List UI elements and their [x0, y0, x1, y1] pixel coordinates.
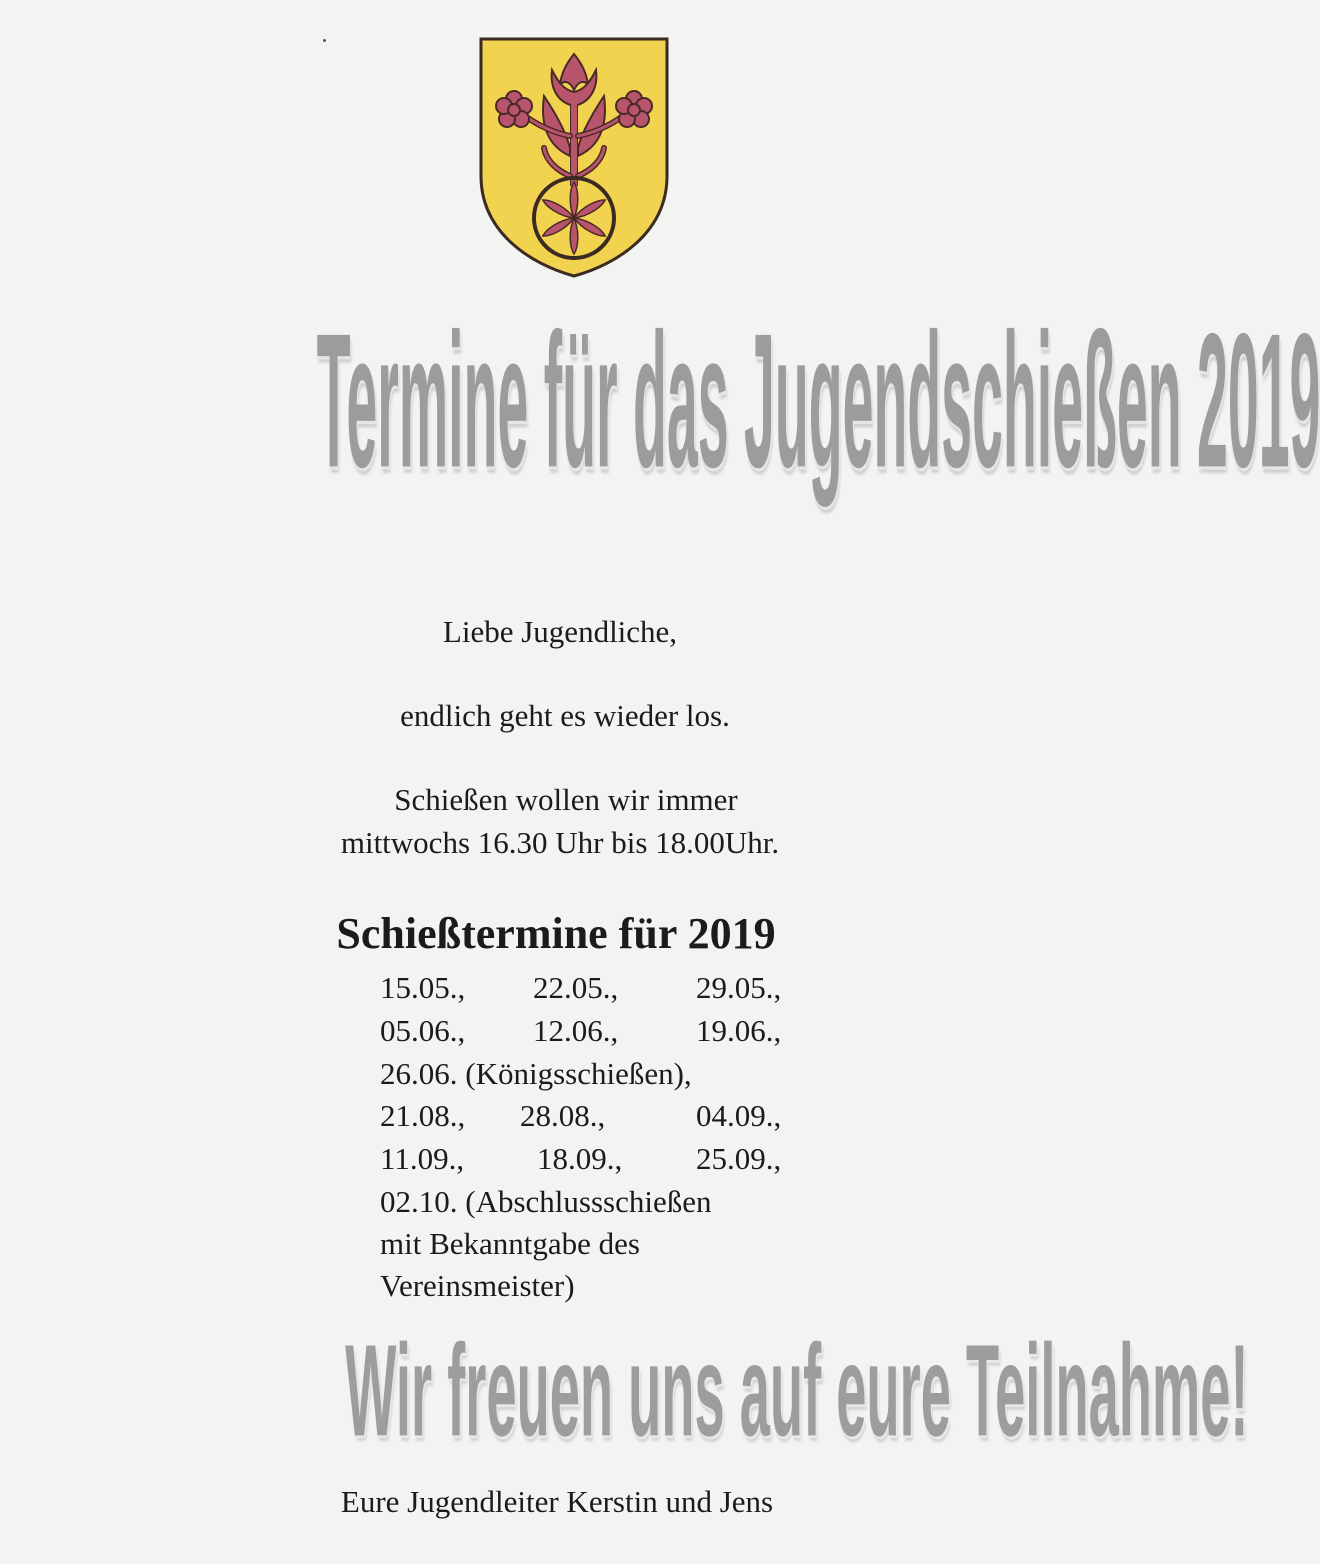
abschluss-line-2: mit Bekanntgabe des [380, 1226, 640, 1261]
greeting-text: Liebe Jugendliche, [442, 614, 678, 649]
date-item: 04.09., [696, 1098, 782, 1133]
date-row [380, 1137, 840, 1180]
date-row [380, 1009, 840, 1052]
info-line-2: mittwochs 16.30 Uhr bis 18.00Uhr. [340, 825, 780, 860]
date-row [380, 1094, 840, 1137]
date-item: 29.05., [696, 970, 782, 1005]
date-item: 11.09., [380, 1141, 465, 1176]
date-item: 25.09., [696, 1141, 782, 1176]
closing-container [0, 1318, 1249, 1480]
abschluss-line-3: Vereinsmeister) [380, 1268, 575, 1303]
date-item: 19.06., [696, 1013, 782, 1048]
date-item: 15.05., [380, 970, 466, 1005]
date-item: 05.06., [380, 1013, 466, 1048]
signature-text: Eure Jugendleiter Kerstin und Jens [340, 1484, 774, 1519]
headline-container [0, 0, 1320, 520]
closing-slogan: Wir freuen uns auf eure Teilnahme! [345, 1318, 1249, 1464]
date-item: 28.08., [520, 1098, 606, 1133]
date-item: 12.06., [533, 1013, 619, 1048]
date-row [380, 966, 840, 1009]
koenigsschiessen-date: 26.06. (Königsschießen), [380, 1056, 692, 1091]
schedule-dates [380, 966, 840, 1306]
date-item: 21.08., [380, 1098, 466, 1133]
info-line-1: Schießen wollen wir immer [394, 782, 738, 817]
intro-text: endlich geht es wieder los. [400, 698, 730, 733]
date-item: 22.05., [533, 970, 619, 1005]
date-item: 18.09., [537, 1141, 623, 1176]
page-headline: Termine für das Jugendschießen 2019 [316, 294, 1320, 509]
schedule-title: Schießtermine für 2019 [336, 909, 776, 958]
abschluss-line-1: 02.10. (Abschlussschießen [380, 1184, 712, 1219]
